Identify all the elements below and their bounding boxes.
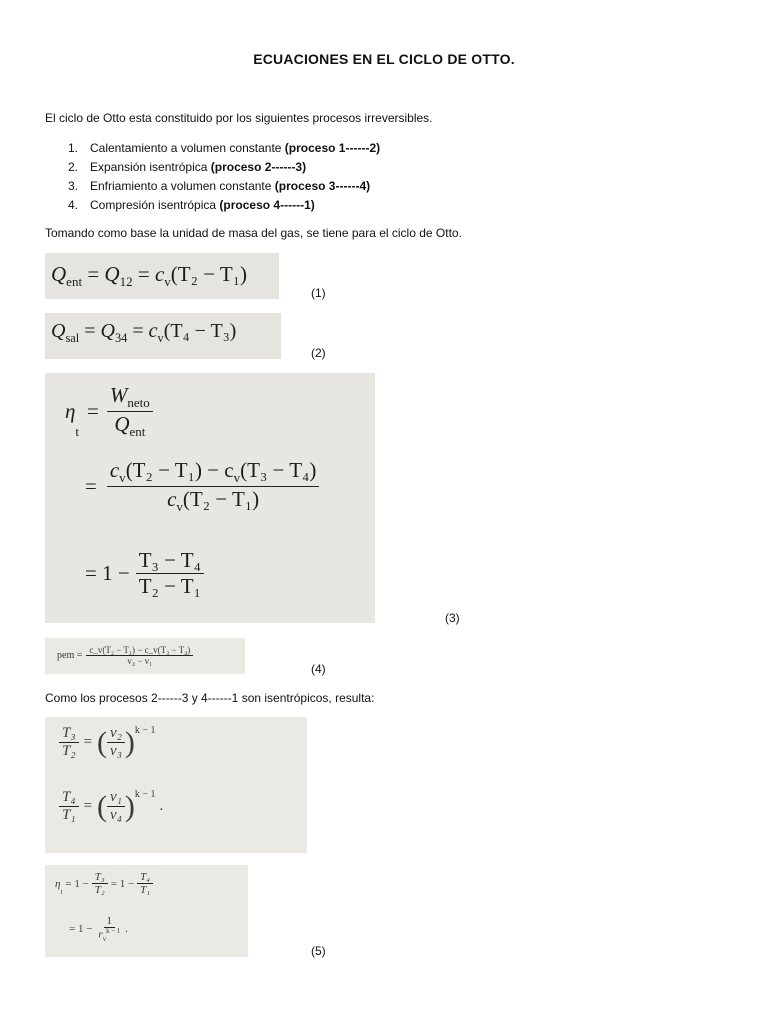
equation-number-5: (5) (311, 944, 326, 958)
rel2-exp: k − 1 (134, 789, 156, 800)
list-item (45, 158, 380, 177)
eq1-mid: Q (104, 262, 120, 286)
rel1-exp: k − 1 (134, 725, 156, 736)
process-range: (proceso 4------1) (219, 198, 315, 212)
eq3-den2: c (167, 487, 177, 512)
eq1-c: c (154, 262, 165, 286)
rel2-inner-den: v₄ (110, 807, 122, 823)
process-text: Calentamiento a volumen constante (90, 141, 285, 155)
eq3-w: W (109, 383, 128, 407)
eq3-q-sub: ent (129, 424, 146, 440)
eq2-c: c (148, 320, 158, 342)
equation-5-image: η $_t$ = 1 − $\frac{\text{T₃}}{\text{T₂}}$ = 1 − $\frac{\text{T₄}}{\text{T₁}}$ = 1 − $\frac{1}{r_v^{k - 1}}$ . (45, 865, 248, 957)
eq5-c-den-sup: k − 1 (106, 928, 121, 935)
eq5-eta-sub: t (60, 889, 63, 896)
rel1-lhs (59, 725, 79, 760)
list-item (45, 196, 380, 215)
eq3-den2-sub: v (176, 499, 183, 515)
eq2-mid-sub: 34 (114, 331, 128, 345)
eq1-inner: (T₂ − T₁) (170, 262, 248, 286)
rel1-inner-num: v₂ (110, 725, 122, 741)
process-range: (proceso 1------2) (284, 141, 381, 155)
eq5-a-den: T₂ (94, 884, 105, 896)
eq3-num2-sub: v (119, 470, 126, 486)
eq3-frac-1 (107, 383, 153, 440)
eq3-eta: η (65, 399, 76, 424)
eq1-mid-sub: 12 (119, 274, 133, 290)
page-title: ECUACIONES EN EL CICLO DE OTTO. (253, 51, 515, 67)
equation-4-image (45, 638, 245, 674)
rel1-num: T₃ (62, 725, 76, 741)
list-number: 2. (68, 160, 79, 174)
eq5-frac-b (137, 871, 153, 896)
equation-number-3: (3) (445, 611, 460, 625)
rel2-den: T₁ (62, 807, 76, 823)
eq2-lhs-sub: sal (65, 331, 80, 345)
process-list (45, 139, 380, 215)
eq4-lhs: pem = (57, 650, 83, 661)
eq4-den: v₄ − v₁ (127, 656, 153, 666)
rel2-inner-num: v₁ (110, 789, 122, 805)
process-text: Compresión isentrópica (90, 198, 220, 212)
eq2-inner: (T₄ − T₃) (163, 320, 237, 342)
eq5-c-den-sub: v (102, 935, 107, 943)
eq5-b-num: T₄ (140, 871, 151, 883)
eq5-frac-c (95, 915, 123, 943)
rel2-num: T₄ (62, 789, 76, 805)
eq4-num: c_v(T₂ − T₁) − c_v(T₃ − T₄) (86, 645, 193, 656)
eq3-den2-a: (T₂ − T₁) (182, 487, 260, 512)
eq3-num2: c (109, 458, 120, 482)
eq5-eta: η (55, 877, 61, 890)
eq3-num3: T₃ − T₄ (136, 548, 204, 574)
eq5-c-den: r (98, 928, 103, 941)
eq2-lhs: Q (51, 320, 66, 342)
list-number: 1. (68, 141, 79, 155)
intro-paragraph: El ciclo de Otto esta constituido por los siguientes procesos irreversibles. (45, 111, 433, 125)
list-item (45, 177, 380, 196)
equation-number-2: (2) (311, 346, 326, 360)
rel1-inner (107, 725, 125, 760)
process-range: (proceso 3------4) (274, 179, 371, 193)
eq3-one-minus: = 1 − (85, 561, 130, 585)
rel2-inner (107, 789, 125, 824)
isentropic-relations-image: $\frac{\text{T₃}}{\text{T₂}}$ = ( $\frac{\text{v₂}}{\text{v₃}}$ ) $^{k - 1}$ $\frac{\text{T₄}}{\text{T₁}}$ = ( $\frac{\text{v₁}}{\text{v₄}}$ ) $^{k - 1}$ . (45, 717, 307, 853)
eq3-q: Q (114, 412, 130, 437)
eq3-w-sub: neto (127, 395, 150, 411)
eq3-eta-sub: t (75, 424, 80, 440)
process-text: Enfriamiento a volumen constante (90, 179, 275, 193)
eq2-c-sub: v (157, 331, 164, 345)
eq3-num2-a: (T₂ − T₁) − c (125, 458, 234, 482)
list-number: 4. (68, 198, 79, 212)
rel2-lhs (59, 789, 79, 824)
equation-2-image: $Q_{sal} = Q_{34} = c_v(T_4 - T_3)$ (45, 313, 281, 359)
list-item (45, 139, 380, 158)
eq5-c-num: 1 (104, 915, 116, 928)
eq1-c-sub: v (164, 274, 171, 290)
eq1-lhs-sub: ent (66, 274, 83, 290)
base-paragraph: Tomando como base la unidad de masa del gas, se tiene para el ciclo de Otto. (45, 226, 462, 240)
eq4-frac (86, 645, 193, 666)
eq3-frac-3 (136, 548, 204, 599)
process-range: (proceso 2------3) (210, 160, 307, 174)
eq3-frac-2 (107, 458, 320, 515)
rel1-den: T₂ (62, 743, 76, 759)
eq3-den3: T₂ − T₁ (138, 574, 201, 598)
eq5-frac-a (92, 871, 108, 896)
eq1-lhs: Q (51, 262, 67, 286)
equation-1-image: $Q_{ent} = Q_{12} = c_v(T_2 - T_1)$ (45, 253, 279, 299)
eq3-num2-sub2: v (233, 470, 241, 486)
equation-number-1: (1) (311, 286, 326, 300)
eq5-a-num: T₃ (94, 871, 105, 883)
eq2-mid: Q (100, 320, 115, 342)
list-number: 3. (68, 179, 79, 193)
process-text: Expansión isentrópica (90, 160, 211, 174)
equation-3-image: η t = $\frac{W_{neto}}{Q_{ent}}$ = $\frac{c_v(T_2 - T_1) - c_v(T_3 - T_4)}{c_v(T_2 - T_1)}$ = 1 − $\frac{\text{T₃ − T₄}}{\text{T₂ − T₁}}$ (45, 373, 375, 623)
rel1-inner-den: v₃ (110, 743, 122, 759)
equation-number-4: (4) (311, 662, 326, 676)
isentropic-paragraph: Como los procesos 2------3 y 4------1 son isentrópicos, resulta: (45, 691, 375, 705)
eq5-b-den: T₁ (140, 884, 151, 896)
eq3-num2-b: (T₃ − T₄) (240, 458, 317, 482)
